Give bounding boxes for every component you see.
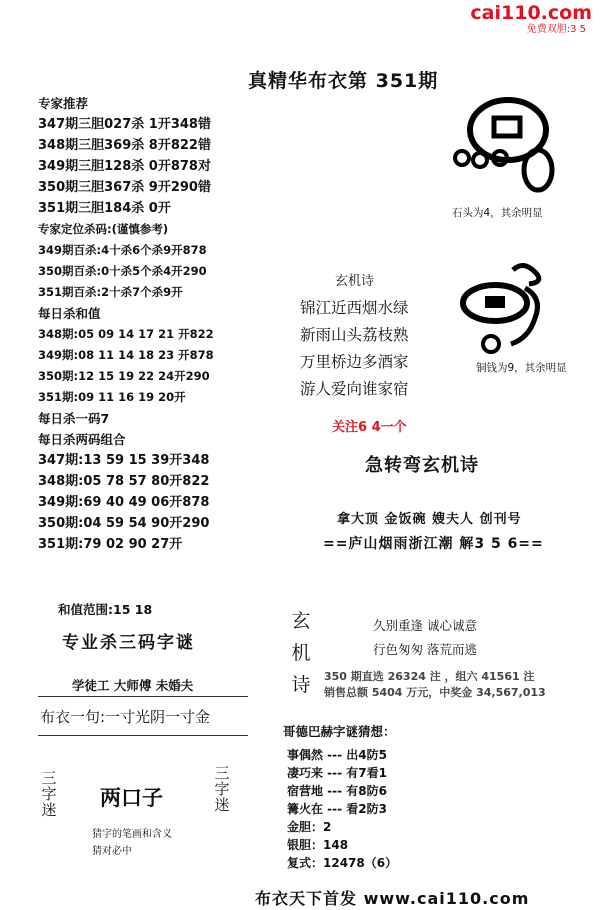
- goldbach-line: 宿营地 --- 有8防6: [287, 784, 387, 798]
- xuanji-lines: [373, 614, 477, 662]
- position-kill-heading: 专家定位杀码:(谨慎参考): [38, 222, 169, 236]
- daily-sum-line: 350期:12 15 19 22 24开290: [38, 369, 210, 383]
- riddle-words: 学徒工 大师傅 未婚夫: [72, 678, 194, 693]
- site-logo[interactable]: [470, 0, 600, 35]
- poem-line: 新雨山头荔枝熟: [300, 326, 409, 344]
- experts-heading: 专家推荐: [38, 96, 89, 111]
- stone-small-circle: [473, 153, 487, 167]
- two-code-heading: 每日杀两码组合: [38, 432, 126, 447]
- footer-site[interactable]: 布衣天下首发 www.cai110.com: [255, 889, 530, 908]
- coin-caption: 铜钱为9，其余明显: [476, 362, 567, 374]
- daily-sum-heading: 每日杀和值: [38, 306, 101, 321]
- stats-line: 销售总额 5404 万元，中奖金 34,567,013: [324, 686, 546, 699]
- stone-drawing: [430, 88, 560, 198]
- daily-sum-line: 348期:05 09 14 17 21 开822: [38, 327, 214, 341]
- coin-bead: [483, 336, 499, 352]
- riddle-answer: ==庐山烟雨浙江潮 解3 5 6==: [323, 536, 544, 552]
- stats-line: 350 期直选 26324 注 ，组六 41561 注: [324, 670, 535, 683]
- experts-line: 348期三胆369杀 8开822错: [38, 138, 211, 153]
- daily-sum-line: 351期:09 11 16 19 20开: [38, 390, 186, 404]
- stone-center: [494, 118, 520, 136]
- goldbach-line: 银胆：148: [287, 838, 349, 852]
- poem-line: 锦江近西烟水绿: [300, 299, 409, 317]
- focus-note: 关注6 4一个: [332, 420, 407, 435]
- sales-stats: [324, 669, 546, 701]
- divider: [38, 735, 248, 736]
- goldbach-line: 复式：12478（6）: [287, 856, 398, 870]
- three-char-riddle-left: 三字迷: [41, 769, 57, 819]
- divider: [38, 696, 248, 697]
- position-kill-line: 351期百杀:2十杀7个杀9开: [38, 285, 183, 299]
- experts-line: 350期三胆367杀 9开290错: [38, 180, 211, 195]
- three-char-riddle-right: 三字迷: [214, 764, 230, 814]
- two-code-line: 349期:69 40 49 06开878: [38, 495, 210, 510]
- daily-sum-line: 349期:08 11 14 18 23 开878: [38, 348, 214, 362]
- xuanji-line: 行色匆匆 落荒而逃: [373, 642, 477, 657]
- riddle-names: 拿大顶 金饭碗 嫂夫人 创刊号: [337, 512, 522, 527]
- riddle-poem-title: 急转弯玄机诗: [365, 455, 479, 476]
- goldbach-line: 事偶然 --- 出4防5: [287, 748, 387, 762]
- two-code-line: 350期:04 59 54 90开290: [38, 516, 210, 531]
- couple-riddle: 两口子: [100, 786, 163, 810]
- logo-text: cai110.com: [470, 2, 592, 24]
- xuanji-vertical: 玄机诗: [291, 610, 311, 696]
- goldbach-heading: 哥德巴赫字谜猜想：: [283, 724, 396, 739]
- position-kill-line: 349期百杀:4十杀6个杀9开878: [38, 243, 207, 257]
- coin-curl: [513, 265, 539, 284]
- two-code-line: 348期:05 78 57 80开822: [38, 474, 210, 489]
- sum-range: 和值范围:15 18: [58, 602, 153, 617]
- poem-line: 万里桥边多酒家: [300, 353, 409, 371]
- goldbach-list: [287, 746, 397, 872]
- position-kill-line: 350期百杀:0十杀5个杀4开290: [38, 264, 207, 278]
- coin-drawing: [455, 258, 565, 363]
- riddle-note-line: 猜字的笔画和含义: [92, 829, 172, 840]
- two-code-line: 351期:79 02 90 27开: [38, 537, 183, 552]
- goldbach-line: 篝火在 --- 看2防3: [287, 802, 387, 816]
- experts-line: 347期三胆027杀 1开348错: [38, 117, 211, 132]
- page-title: 真精华布衣第 351期: [248, 70, 439, 92]
- poem-heading: 玄机诗: [335, 274, 375, 289]
- poem: [300, 295, 409, 403]
- stone-small-circle: [455, 151, 469, 165]
- experts-line: 351期三胆184杀 0开: [38, 201, 171, 216]
- stone-oval: [524, 150, 552, 190]
- experts-line: 349期三胆128杀 0开878对: [38, 159, 211, 174]
- bu-sentence: 布衣一句:一寸光阴一寸金: [40, 708, 211, 726]
- xuanji-line: 久别重逢 诚心诚意: [373, 618, 477, 633]
- riddle-note: [92, 826, 172, 860]
- daily-one-code: 每日杀一码7: [38, 411, 110, 426]
- goldbach-line: 凄巧来 --- 有7看1: [287, 766, 387, 780]
- two-code-line: 347期:13 59 15 39开348: [38, 453, 210, 468]
- coin-hole: [485, 296, 505, 308]
- left-column: [38, 93, 214, 555]
- goldbach-line: 金胆：2: [287, 820, 332, 834]
- riddle-title: 专业杀三码字谜: [62, 633, 195, 653]
- logo-subtext: 免费双胆:3 5: [526, 24, 586, 35]
- poem-line: 游人爱向谁家宿: [300, 380, 409, 398]
- riddle-note-line: 猜对必中: [92, 846, 132, 857]
- stone-caption: 石头为4，其余明显: [452, 207, 543, 219]
